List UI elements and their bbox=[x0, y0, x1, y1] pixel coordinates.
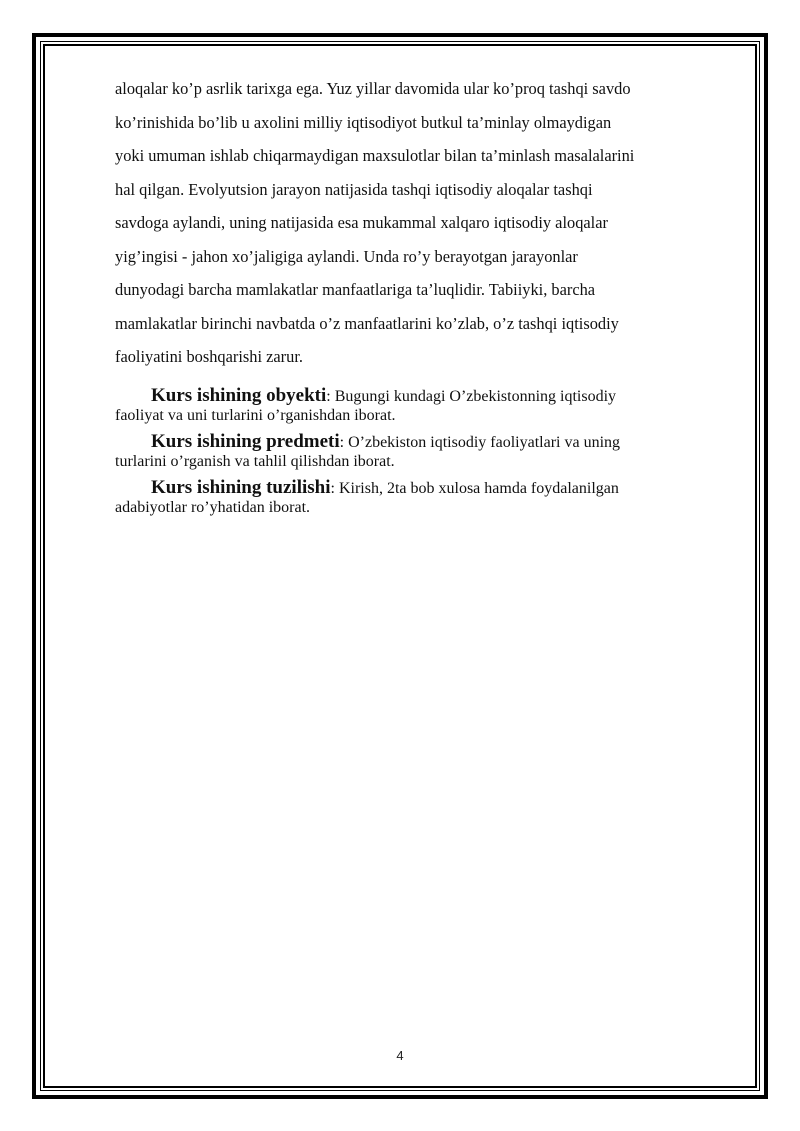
section-label: Kurs ishining tuzilishi bbox=[151, 476, 331, 498]
body-line: faoliyatini boshqarishi zarur. bbox=[115, 347, 303, 366]
section-text: : Bugungi kundagi O’zbekistonning iqtisodiy bbox=[326, 387, 617, 405]
body-line: hal qilgan. Evolyutsion jarayon natijasida tashqi iqtisodiy aloqalar tashqi bbox=[115, 179, 593, 199]
section-text: : Kirish, 2ta bob xulosa hamda foydalanilgan bbox=[330, 479, 619, 497]
section-text: turlarini o’rganish va tahlil qilishdan iborat. bbox=[115, 453, 395, 470]
body-line: aloqalar ko’p asrlik tarixga ega. Yuz yillar davomida ular ko’proq tashqi savdo bbox=[115, 79, 631, 98]
section-obyekti bbox=[115, 386, 715, 426]
body-paragraph bbox=[115, 72, 715, 374]
body-line: yoki umuman ishlab chiqarmaydigan maxsulotlar bilan ta’minlash masalalarini bbox=[115, 146, 635, 165]
section-text: faoliyat va uni turlarini o’rganishdan iborat. bbox=[115, 407, 396, 424]
body-line: ko’rinishida bo’lib u axolini milliy iqtisodiyot butkul ta’minlay olmaydigan bbox=[115, 112, 612, 132]
section-text: : O’zbekiston iqtisodiy faoliyatlari va uning bbox=[339, 433, 621, 451]
section-label: Kurs ishining obyekti bbox=[151, 384, 327, 406]
section-label: Kurs ishining predmeti bbox=[151, 430, 340, 452]
page-content bbox=[115, 72, 715, 518]
body-line: mamlakatlar birinchi navbatda o’z manfaatlarini ko’zlab, o’z tashqi iqtisodiy bbox=[115, 313, 619, 333]
body-line: savdoga aylandi, uning natijasida esa mukammal xalqaro iqtisodiy aloqalar bbox=[115, 213, 608, 232]
page-number: 4 bbox=[396, 1048, 404, 1063]
section-predmeti bbox=[115, 432, 715, 472]
section-text: adabiyotlar ro’yhatidan iborat. bbox=[115, 499, 311, 516]
section-tuzilishi bbox=[115, 478, 715, 518]
body-line: dunyodagi barcha mamlakatlar manfaatlariga ta’luqlidir. Tabiiyki, barcha bbox=[115, 280, 596, 299]
body-line: yig’ingisi - jahon xo’jaligiga aylandi. Unda ro’y berayotgan jarayonlar bbox=[115, 246, 578, 266]
